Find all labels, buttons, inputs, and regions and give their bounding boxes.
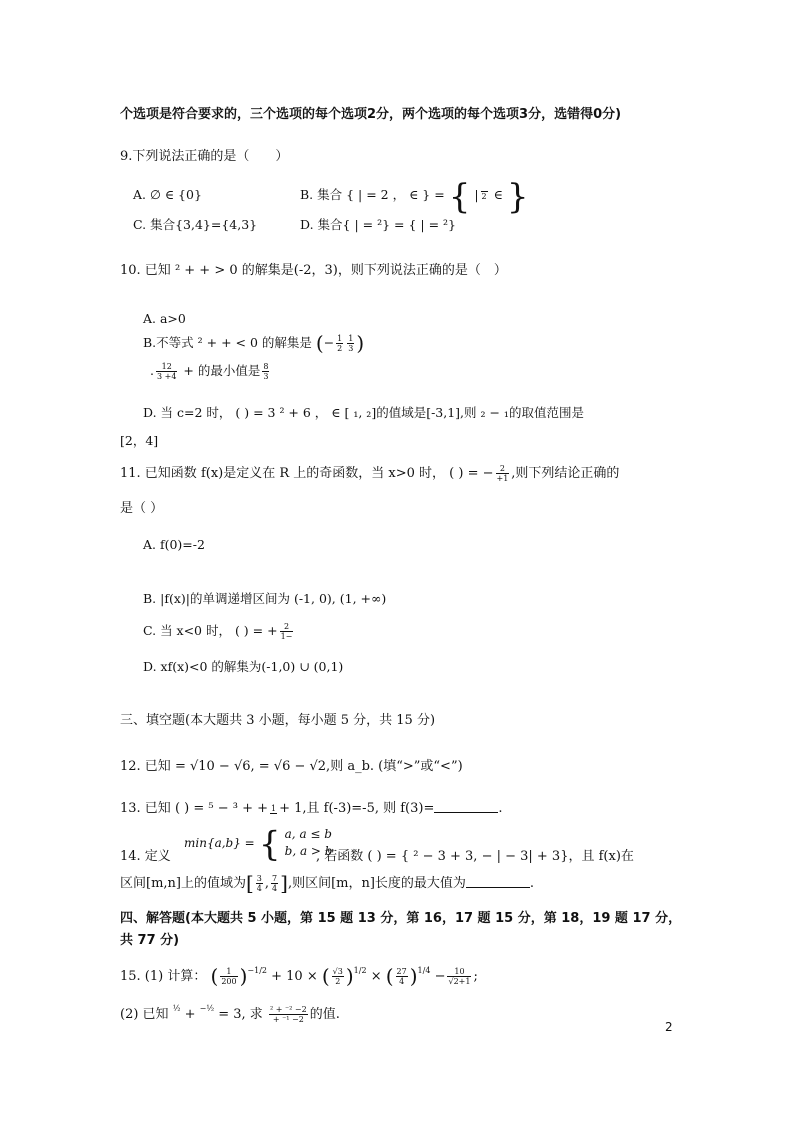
q14-line2: 区间[m,n]上的值域为[ $\frac{3}{4}$ , $\frac{7}{4}$ ],则区间[m，n]长度的最大值为 .	[120, 871, 535, 895]
q15-part1	[120, 962, 478, 986]
q14-range-b	[271, 874, 278, 893]
q14-range-open: [	[245, 871, 254, 895]
q11-option-c-frac-num: 2	[280, 622, 294, 632]
q15-p1-frac3-num: 27	[396, 967, 407, 976]
q14-case-1: a, a ≤ b	[284, 827, 332, 841]
q15-p2-frac-num: ² + ⁻² −2	[269, 1005, 307, 1014]
q14-range-b-num: 7	[272, 874, 278, 883]
q9-option-c: C. 集合{3,4}={4,3}	[133, 217, 258, 232]
q15-p1-frac4	[447, 967, 471, 986]
q15-part2-end: 的值.	[309, 1007, 340, 1022]
q9-option-d: D. 集合{ | = ²} = { | = ²}	[300, 217, 456, 232]
intro-line: 个选项是符合要求的，三个选项的每个选项2分，两个选项的每个选项3分，选错得0分)	[120, 107, 622, 122]
q11-option-d: D. xf(x)<0 的解集为(-1,0) ∪ (0,1)	[143, 659, 344, 674]
q10-option-d-line1: D. 当 c=2 时， ( ) = 3 ² + 6 ， ∈ [ ₁, ₂]的值域是[-3,1],则 ₂ − ₁的取值范围是	[143, 405, 584, 420]
q11-stem-frac	[496, 464, 510, 483]
q10-paren-close: )	[356, 331, 365, 355]
q13: 13. 已知 ( ) = ⁵ − ³ + + 1 + 1,且 f(-3)=-5, 则 f(3)= .	[120, 801, 503, 816]
q14-min-def	[184, 824, 333, 865]
q15-p1-frac4-den: √2+1	[448, 977, 471, 986]
q14-range-a-num: 3	[256, 874, 262, 883]
q10-frac-1	[336, 334, 343, 353]
q14-range-a	[256, 874, 263, 893]
q10-option-c-value-den: 3	[263, 372, 269, 381]
page-number: 2	[665, 1020, 673, 1034]
q14-min-text: min{a,b} =	[184, 835, 255, 850]
q10-frac-1-num: 1	[337, 334, 343, 343]
q10-option-c-frac-den: 3 +4	[156, 372, 177, 381]
q15-p2-frac	[269, 1005, 308, 1024]
q15-p1-frac4-num: 10	[447, 967, 471, 977]
q11-option-c	[143, 622, 295, 641]
q10-option-c-frac-num: 12	[156, 362, 177, 372]
q9-option-b-tail: ∈	[493, 187, 503, 202]
q15-p1-end: ;	[473, 969, 478, 984]
section-3-heading: 三、填空题(本大题共 3 小题，每小题 5 分，共 15 分)	[120, 713, 436, 728]
q15-part2: (2) 已知 $^{\frac{1}{2}}$ + $^{-\frac{1}{2}}$ = 3, 求 $\frac{\text{² + ⁻² −2}}{\text{+ ⁻¹ −2}}$ 的值.	[120, 1004, 340, 1024]
q9-brace-close: }	[506, 177, 529, 217]
section-4-heading-line1: 四、解答题(本大题共 5 小题，第 15 题 13 分，第 16，17 题 15 分，第 18，19 题 17 分，	[120, 911, 682, 926]
q14-range-a-den: 4	[256, 884, 262, 893]
q15-p2-frac-den: + ⁻¹ −2	[272, 1015, 304, 1024]
q15-p1-mid2: ×	[370, 969, 382, 984]
q10-option-c	[150, 362, 271, 381]
q15-p1-paren1-open: (	[210, 964, 219, 988]
q10-option-c-frac	[156, 362, 177, 381]
q11-option-c-prefix: C. 当 x<0 时， ( ) = +	[143, 623, 278, 638]
q9-option-a: A. ∅ ∈ {0}	[133, 187, 202, 202]
q10-frac-2-den: 3	[348, 344, 354, 353]
q9-stem: 9.下列说法正确的是（ ）	[120, 149, 289, 164]
q15-p2-exp-neg-half: −½	[199, 1004, 215, 1013]
q11-stem-line2: 是（ ）	[120, 501, 164, 516]
q14-range-close: ]	[280, 871, 288, 895]
q14-line2-suffix: ,则区间[m，n]长度的最大值为	[287, 876, 466, 891]
q10-frac-1-den: 2	[337, 344, 343, 353]
q11-option-c-frac-den: 1−	[280, 632, 293, 641]
q14-range-b-den: 4	[272, 884, 278, 893]
q15-part2-label: (2) 已知	[120, 1007, 169, 1022]
q9-option-b-inner: |	[474, 187, 479, 202]
q15-p1-exp1: −1/2	[247, 966, 267, 975]
q14-line2-prefix: 区间[m,n]上的值域为	[120, 876, 246, 891]
q15-p2-exp-half: ½	[172, 1004, 181, 1013]
q9-option-b-frac-den: 2	[481, 191, 487, 201]
q15-p1-frac2	[332, 967, 344, 986]
q13-prefix: 13. 已知 ( ) = ⁵ − ³ + +	[120, 801, 269, 816]
q10-option-b-prefix: B.不等式 ² + + < 0 的解集是	[143, 335, 312, 350]
q15-p1-frac3	[396, 967, 408, 986]
q10-option-c-prefix: .	[150, 363, 154, 378]
q15-p1-paren1-close: )	[239, 964, 248, 988]
q15-part2-mid: = 3, 求	[218, 1007, 263, 1022]
q12: 12. 已知 = √10 − √6, = √6 − √2,则 a_b. (填“>”或“<”)	[120, 759, 463, 774]
q10-stem: 10. 已知 ² + + > 0 的解集是(-2，3)，则下列说法正确的是（ ）	[120, 263, 507, 278]
q15-p1-paren2-close: )	[345, 964, 354, 988]
q9-brace-open: {	[448, 177, 471, 217]
section-4-heading-line2: 共 77 分)	[120, 933, 180, 948]
q15-p1-frac3-den: 4	[399, 977, 405, 986]
q15-p1-frac1	[220, 967, 237, 986]
q11-stem-suffix: ,则下列结论正确的	[511, 466, 620, 481]
q13-frac	[270, 804, 277, 814]
q10-frac-2	[347, 334, 354, 353]
q10-paren-open: (	[315, 331, 324, 355]
q15-p1-frac2-num: √3	[332, 967, 343, 976]
q14-mid: , 若函数 ( ) = { ² − 3 + 3, − | − 3| + 3}，且 f(x)在	[316, 849, 634, 864]
q10-option-c-value-num: 8	[263, 362, 269, 371]
q15-part1-label: 15. (1) 计算：	[120, 969, 207, 984]
q11-option-c-frac	[280, 622, 294, 641]
q11-stem-frac-den: +1	[496, 474, 509, 483]
q15-p1-exp2: 1/2	[353, 966, 367, 975]
q9-option-b-prefix: B. 集合 { | = 2 ， ∈ } =	[300, 187, 445, 202]
q11-stem-frac-num: 2	[496, 464, 510, 474]
q10-option-a: A. a>0	[143, 311, 186, 326]
q15-p1-mid1: + 10 ×	[271, 969, 318, 984]
q15-p1-frac2-den: 2	[335, 977, 341, 986]
q15-p1-paren3-close: )	[409, 964, 418, 988]
q13-suffix: + 1,且 f(-3)=-5, 则 f(3)=	[279, 801, 435, 816]
q10-option-c-mid: + 的最小值是	[183, 363, 261, 378]
q11-stem-prefix: 11. 已知函数 f(x)是定义在 R 上的奇函数，当 x>0 时， ( ) = −	[120, 466, 494, 481]
q14-answer-blank[interactable]	[466, 875, 530, 888]
q10-option-c-value	[262, 362, 269, 381]
q15-p1-paren2-open: (	[321, 964, 330, 988]
q14-case-2: b, a > b	[284, 844, 333, 858]
q11-stem	[120, 464, 619, 483]
q15-p1-frac1-den: 200	[221, 977, 237, 986]
q14-label: 14. 定义	[120, 849, 171, 864]
q10-option-d-line2: [2，4]	[120, 433, 159, 448]
q15-p1-mid3: −	[434, 969, 446, 984]
q15-p1-paren3-open: (	[385, 964, 394, 988]
q13-frac-num: 1	[271, 803, 277, 813]
q9-option-b	[300, 177, 529, 217]
q14-min-brace: {	[258, 824, 281, 865]
q9-option-b-frac	[481, 191, 488, 201]
q15-p1-frac1-num: 1	[220, 967, 237, 977]
q10-option-b: B.不等式 ² + + < 0 的解集是 (− $\frac{1}{2}$ $\frac{1}{3}$ )	[143, 331, 365, 355]
q15-p1-exp3: 1/4	[417, 966, 431, 975]
q11-option-b: B. |f(x)|的单调递增区间为 (-1, 0), (1, +∞)	[143, 591, 387, 606]
q10-frac-2-num: 1	[348, 334, 354, 343]
q13-answer-blank[interactable]	[434, 800, 498, 813]
q11-option-a: A. f(0)=-2	[143, 537, 205, 552]
